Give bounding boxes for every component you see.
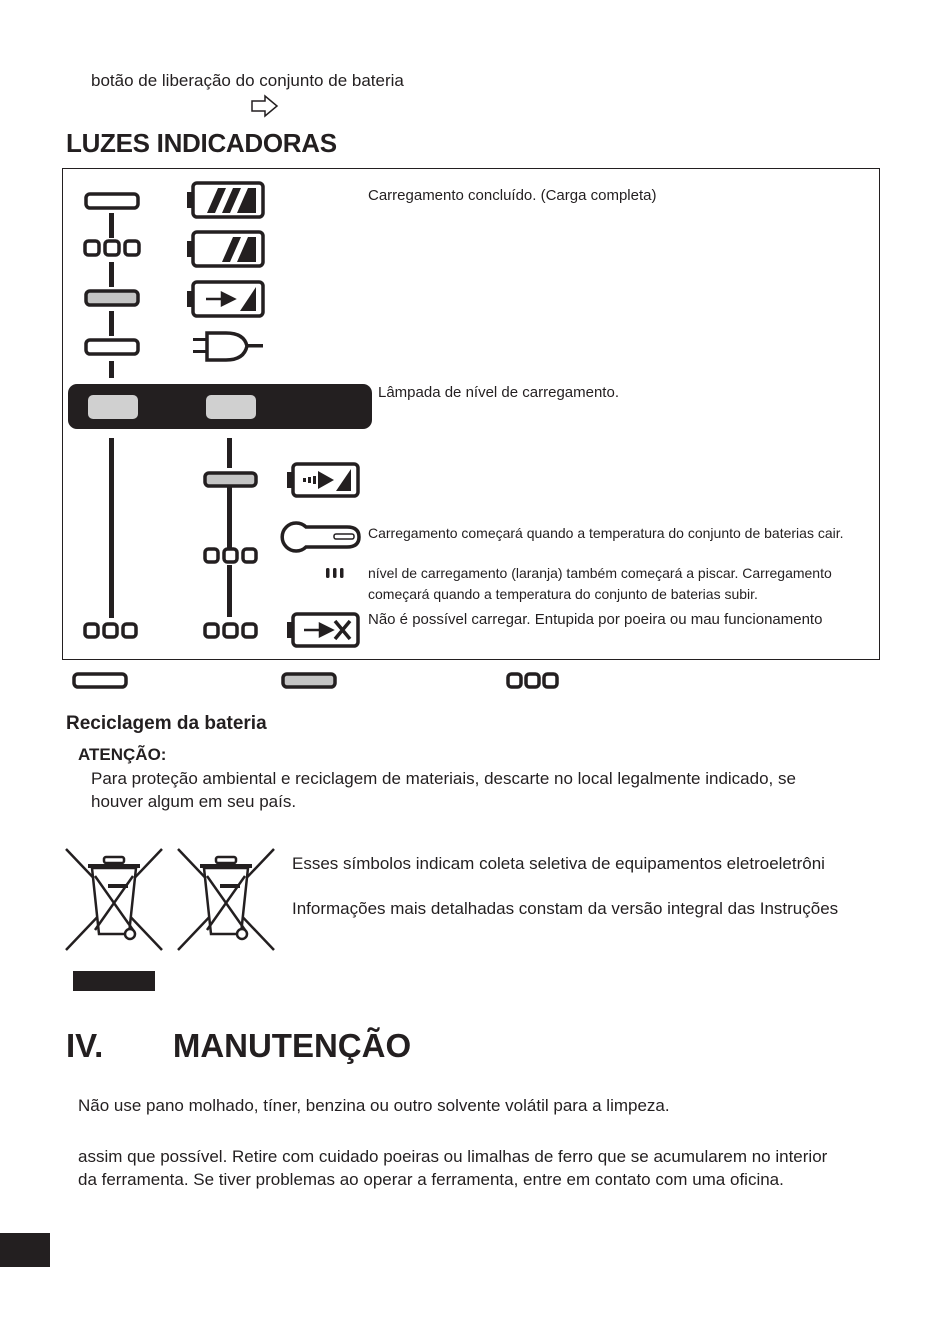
battery-charging-icon: [287, 464, 358, 496]
crossed-bin-icon: [178, 849, 274, 950]
more-info-text: Informações mais detalhadas constam da versão integral das Instruções: [292, 899, 839, 918]
maintenance-p1: Não use pano molhado, tíner, benzina ou outro solvente volátil para a limpeza.: [78, 1096, 670, 1115]
black-bar: [73, 971, 155, 991]
row-text-warming-1: nível de carregamento (laranja) também começará a piscar. Carregamento: [368, 565, 832, 581]
lamp-legend: [70, 670, 570, 692]
lamp-blinking-icon: [205, 549, 256, 562]
plug-icon: [193, 333, 263, 360]
battery-full-icon: [187, 183, 263, 217]
row-text-complete: Carregamento concluído. (Carga completa): [368, 187, 657, 204]
charge-lamp: [88, 395, 138, 419]
lamp-grey-icon: [205, 473, 256, 486]
symbols-text: Esses símbolos indicam coleta seletiva de equipamentos eletroeletrôni: [292, 854, 825, 873]
intro-text: botão de liberação do conjunto de bateria: [91, 71, 404, 90]
row-text-warming-2: começará quando a temperatura do conjunto de baterias subir.: [368, 586, 758, 602]
section-title-indicators: LUZES INDICADORAS: [66, 128, 337, 158]
page-number-box: [0, 1233, 50, 1267]
attention-label: ATENÇÃO:: [78, 745, 167, 764]
battery-error-icon: [287, 614, 358, 646]
lamp-blinking-icon: [508, 674, 557, 687]
lamp-on-icon: [86, 194, 138, 208]
battery-charging-icon: [187, 282, 263, 316]
thermometer-icon: [282, 523, 359, 578]
lamp-blinking-icon: [85, 624, 256, 637]
maintenance-p2-line1: assim que possível. Retire com cuidado poeiras ou limalhas de ferro que se acumularem no interior: [78, 1147, 828, 1166]
battery-high-icon: [187, 232, 263, 266]
lamp-grey-icon: [283, 674, 335, 687]
row-text-cooling: Carregamento começará quando a temperatura do conjunto de baterias cair.: [368, 525, 844, 541]
charge-lamp: [206, 395, 256, 419]
recycling-title: Reciclagem da bateria: [66, 713, 267, 734]
crossed-bin-icon: [66, 849, 162, 950]
crossed-bin-icons: [62, 846, 277, 954]
row-text-level-lamp: Lâmpada de nível de carregamento.: [378, 384, 619, 401]
lamp-blinking-icon: [85, 241, 139, 255]
lamp-grey-icon: [86, 291, 138, 305]
lamp-on-icon: [74, 674, 126, 687]
arrow-right-icon: [250, 94, 280, 118]
charge-level-panel: [68, 384, 372, 429]
row-text-error: Não é possível carregar. Entupida por poeira ou mau funcionamento: [368, 611, 823, 628]
maintenance-p2-line2: da ferramenta. Se tiver problemas ao operar a ferramenta, entre em contato com uma oficina.: [78, 1170, 784, 1189]
recycling-text-2: houver algum em seu país.: [91, 792, 297, 811]
maintenance-title: IV. MANUTENÇÃO: [66, 1027, 412, 1064]
recycling-text-1: Para proteção ambiental e reciclagem de materiais, descarte no local legalmente indicado, se: [91, 769, 796, 788]
